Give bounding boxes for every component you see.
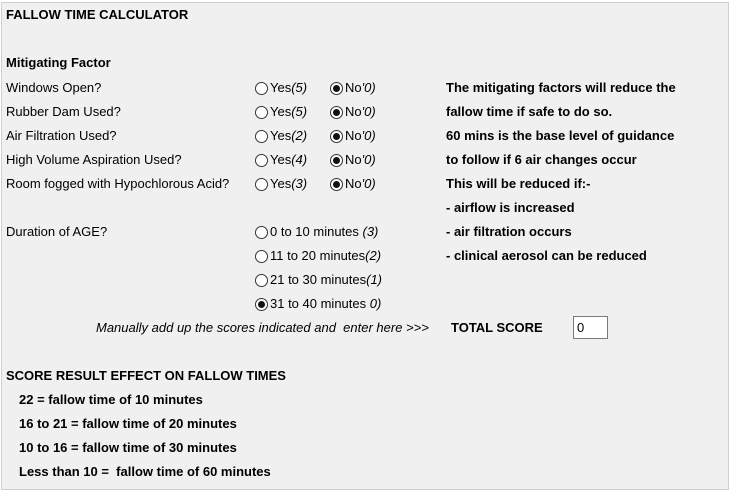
results-heading: SCORE RESULT EFFECT ON FALLOW TIMES	[6, 368, 286, 383]
factor-label-windows: Windows Open?	[6, 80, 102, 95]
info-line: This will be reduced if:-	[446, 176, 591, 191]
rubber-dam-yes-radio[interactable]: Yes (5)	[255, 104, 307, 120]
mitigating-heading: Mitigating Factor	[6, 55, 111, 70]
info-line: - clinical aerosol can be reduced	[446, 248, 647, 263]
result-line: Less than 10 = fallow time of 60 minutes	[19, 464, 271, 479]
info-line: to follow if 6 air changes occur	[446, 152, 637, 167]
radio-selected-icon[interactable]	[330, 130, 343, 143]
windows-no-radio[interactable]: No '0)	[330, 80, 376, 96]
radio-selected-icon[interactable]	[330, 178, 343, 191]
air-filtration-no-radio[interactable]: No '0)	[330, 128, 376, 144]
info-line: - air filtration occurs	[446, 224, 572, 239]
radio-circle-icon[interactable]	[255, 106, 268, 119]
factor-label-aspiration: High Volume Aspiration Used?	[6, 152, 182, 167]
page-title: FALLOW TIME CALCULATOR	[6, 7, 189, 22]
radio-circle-icon[interactable]	[255, 82, 268, 95]
radio-circle-icon[interactable]	[255, 154, 268, 167]
result-line: 10 to 16 = fallow time of 30 minutes	[19, 440, 237, 455]
radio-selected-icon[interactable]	[255, 298, 268, 311]
radio-selected-icon[interactable]	[330, 154, 343, 167]
result-line: 22 = fallow time of 10 minutes	[19, 392, 203, 407]
total-score-input[interactable]	[573, 316, 608, 339]
factor-label-rubber-dam: Rubber Dam Used?	[6, 104, 121, 119]
duration-option-0-10[interactable]: 0 to 10 minutes (3)	[255, 224, 378, 240]
air-filtration-yes-radio[interactable]: Yes (2)	[255, 128, 307, 144]
duration-option-31-40[interactable]: 31 to 40 minutes 0)	[255, 296, 381, 312]
info-line: - airflow is increased	[446, 200, 575, 215]
radio-circle-icon[interactable]	[255, 178, 268, 191]
factor-label-fogged: Room fogged with Hypochlorous Acid?	[6, 176, 230, 191]
info-line: The mitigating factors will reduce the	[446, 80, 676, 95]
manual-note: Manually add up the scores indicated and enter here >>>	[96, 320, 429, 335]
fogged-no-radio[interactable]: No '0)	[330, 176, 376, 192]
radio-circle-icon[interactable]	[255, 274, 268, 287]
fogged-yes-radio[interactable]: Yes (3)	[255, 176, 307, 192]
factor-label-air-filtration: Air Filtration Used?	[6, 128, 117, 143]
total-score-label: TOTAL SCORE	[451, 320, 543, 335]
aspiration-no-radio[interactable]: No '0)	[330, 152, 376, 168]
radio-circle-icon[interactable]	[255, 226, 268, 239]
duration-label: Duration of AGE?	[6, 224, 108, 239]
duration-option-21-30[interactable]: 21 to 30 minutes (1)	[255, 272, 382, 288]
rubber-dam-no-radio[interactable]: No '0)	[330, 104, 376, 120]
radio-circle-icon[interactable]	[255, 130, 268, 143]
radio-selected-icon[interactable]	[330, 82, 343, 95]
duration-option-11-20[interactable]: 11 to 20 minutes (2)	[255, 248, 381, 264]
result-line: 16 to 21 = fallow time of 20 minutes	[19, 416, 237, 431]
radio-selected-icon[interactable]	[330, 106, 343, 119]
info-line: fallow time if safe to do so.	[446, 104, 613, 119]
aspiration-yes-radio[interactable]: Yes (4)	[255, 152, 307, 168]
info-line: 60 mins is the base level of guidance	[446, 128, 675, 143]
windows-yes-radio[interactable]: Yes (5)	[255, 80, 307, 96]
radio-circle-icon[interactable]	[255, 250, 268, 263]
